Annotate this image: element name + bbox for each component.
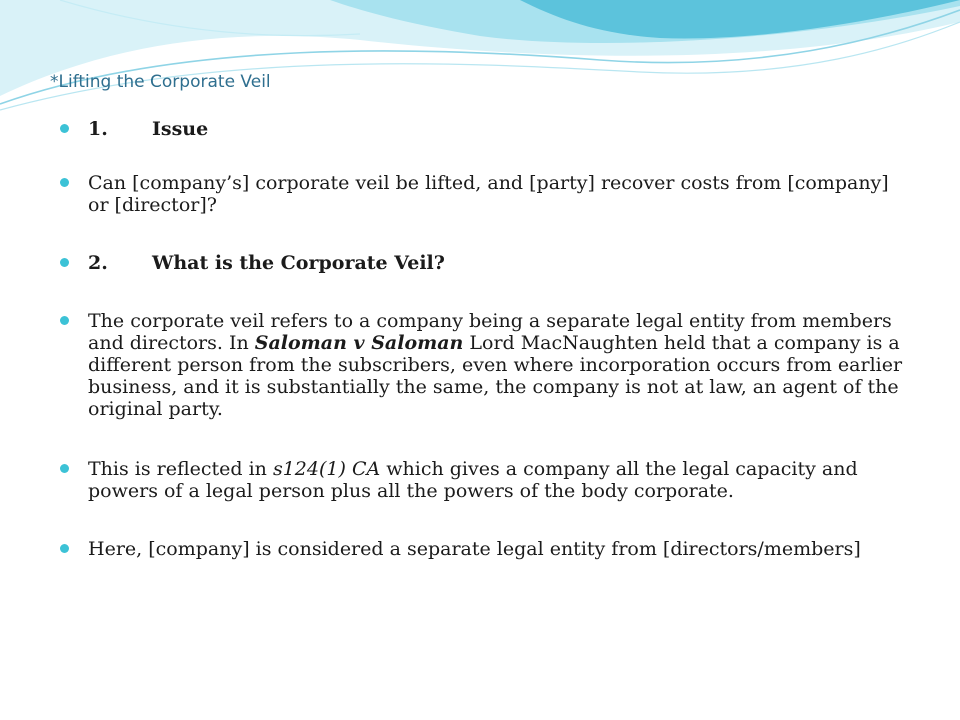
veil-text-a: The corporate veil refers to a company being a separate legal entity from members and directors. In <box>88 310 892 354</box>
section-heading: Issue <box>152 118 209 140</box>
section-number: 1. <box>88 118 108 140</box>
statute-citation: s124(1) CA <box>272 458 381 480</box>
header-wave-decoration <box>0 0 960 120</box>
bullet-question <box>58 172 908 216</box>
section-number: 2. <box>88 252 108 274</box>
question-text: Can [company’s] corporate veil be lifted, and [party] recover costs from [company] or [director]? <box>88 172 889 216</box>
bullet-dot-icon <box>60 464 69 473</box>
case-name-a: Saloman <box>254 332 347 354</box>
section-heading: What is the Corporate Veil? <box>152 252 445 274</box>
bullet-dot-icon <box>60 124 69 133</box>
veil-text-b: Lord MacNaughten held that a company is a different person from the subscribers, even where incorporation occurs from earlier business, and it is substantially the same, the company is not at law, an agent of the original party. <box>88 332 903 420</box>
bullet-reflected <box>58 458 908 502</box>
bullet-dot-icon <box>60 544 69 553</box>
bullet-conclusion <box>58 538 908 560</box>
bullet-dot-icon <box>60 258 69 267</box>
reflected-text-b: which gives a company all the legal capacity and powers of a legal person plus all the powers of the body corporate. <box>88 458 858 502</box>
bullet-veil-definition <box>58 310 908 420</box>
bullet-list <box>58 118 908 560</box>
bullet-dot-icon <box>60 316 69 325</box>
case-name-b: Saloman <box>371 332 464 354</box>
slide-title: *Lifting the Corporate Veil <box>50 72 271 92</box>
case-v: v <box>346 332 372 354</box>
reflected-text-a: This is reflected in <box>88 458 273 480</box>
bullet-what-is-veil <box>58 252 908 274</box>
bullet-issue <box>58 118 908 140</box>
bullet-dot-icon <box>60 178 69 187</box>
conclusion-text: Here, [company] is considered a separate legal entity from [directors/members] <box>88 538 861 560</box>
